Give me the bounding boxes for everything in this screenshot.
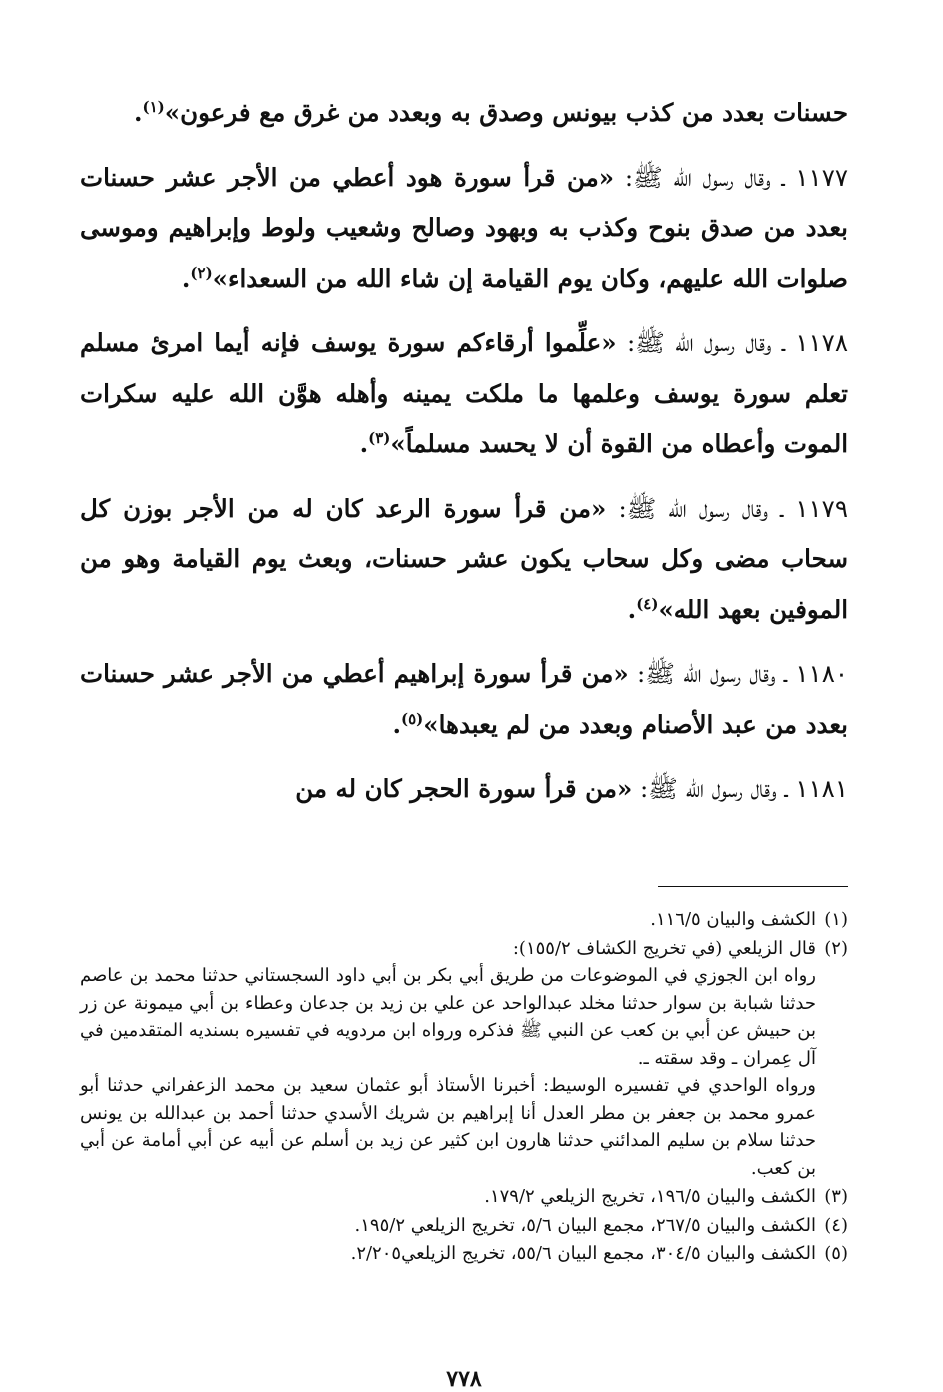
hadith-lead: ١١٧٧ ـ وقال رسول اللّه ﷺ:: [614, 162, 849, 192]
footnote-item: [80, 935, 848, 1183]
hadith-tail: .: [627, 594, 637, 624]
hadith-text: «من قرأ سورة هود أعطي من الأجر عشر حسنات بعدد من صدق بنوح وكذب به وبهود وصالح وشعيب ولوط وإبراهيم وموسى صلوات الله عليهم، وكان يوم القيامة إن شاء الله من السعداء»: [80, 162, 848, 293]
footnote-item: [80, 1183, 848, 1211]
footnote-marker: (٥): [400, 709, 424, 728]
hadith-text: «من قرأ سورة الحجر كان له من: [295, 774, 633, 803]
footnote-number: (٤): [824, 1214, 848, 1236]
footnote-item: [80, 906, 848, 934]
hadith-paragraph: [80, 153, 848, 305]
footnote-text: [80, 935, 816, 1183]
footnote-marker: (٤): [636, 594, 659, 613]
hadith-paragraph: [80, 484, 848, 636]
footnote-line: ورواه الواحدي في تفسيره الوسيط: أخبرنا الأستاذ أبو عثمان سعيد بن محمد الزعفراني حدثنا أبو عمرو محمد بن جعفر بن مطر العدل أنا إبراهيم بن شريك الأسدي حدثنا أحمد بن عبدالله بن يونس حدثنا سلام بن سليم المدائني حدثنا هارون ابن كثير عن زيد بن أسلم عن أبيه عن أبي أمامة عن أبي بن كعب.: [80, 1075, 816, 1179]
footnote-number: (٢): [824, 937, 848, 959]
footnote-item: [80, 1212, 848, 1240]
footnote-marker: (٢): [190, 263, 213, 282]
hadith-text: «من قرأ سورة إبراهيم أعطي من الأجر عشر حسنات بعدد من عبد الأصنام وبعدد من لم يعبدها»: [80, 659, 848, 739]
hadith-lead: ١١٧٩ ـ وقال رسول اللّه ﷺ:: [606, 493, 848, 523]
footnotes: [80, 906, 848, 1268]
footnote-line: الكشف والبيان ٣٠٤/٥، مجمع البيان ٥٥/٦، تخريج الزيلعي٢/٢٠٥.: [350, 1243, 816, 1264]
page-number: ٧٧٨: [446, 1366, 482, 1392]
footnote-number: (١): [824, 909, 848, 930]
book-page: [80, 88, 849, 1392]
hadith-tail: .: [359, 429, 369, 458]
footnote-line: الكشف والبيان ١٩٦/٥، تخريج الزيلعي ١٧٩/٢.: [484, 1186, 816, 1207]
hadith-lead: ١١٨١ ـ وقال رسول اللّه ﷺ:: [632, 774, 848, 803]
hadith-tail: .: [133, 98, 143, 127]
hadith-paragraph: [80, 764, 848, 815]
hadith-tail: .: [392, 709, 401, 739]
hadith-tail: .: [181, 263, 191, 293]
footnote-number: (٥): [824, 1243, 848, 1264]
footnote-text: [80, 1240, 816, 1268]
footnote-line: الكشف والبيان ١١٦/٥.: [650, 909, 816, 930]
footnote-text: [80, 1183, 816, 1211]
footnote-marker: (٣): [368, 428, 391, 447]
footnote-text: [80, 906, 816, 934]
hadith-text: حسنات بعدد من كذب بيونس وصدق به وبعدد من غرق مع فرعون»: [164, 98, 848, 127]
hadith-text: «من قرأ سورة الرعد كان له من الأجر بوزن كل سحاب مضى وكل سحاب يكون عشر حسنات، وبعث يوم القيامة وهو من الموفين بعهد الله»: [80, 493, 848, 624]
footnote-line: قال الزيلعي (في تخريج الكشاف ١٥٥/٢):: [512, 937, 816, 959]
hadith-paragraph: [80, 88, 848, 139]
footnote-text: [80, 1212, 816, 1240]
footnote-separator: [658, 886, 848, 887]
footnote-item: [80, 1240, 848, 1268]
hadith-text: «علِّموا أرقاءكم سورة يوسف فإنه أيما امرئ مسلم تعلم سورة يوسف وعلمها ما ملكت يمينه وأهله هوَّن الله عليه سكرات الموت وأعطاه من القوة أن لا يحسد مسلماً»: [80, 328, 848, 458]
footnote-number: (٣): [824, 1186, 848, 1207]
hadith-paragraph: [80, 649, 848, 750]
hadith-lead: ١١٧٨ ـ وقال رسول اللّه ﷺ:: [616, 328, 848, 357]
footnote-line: الكشف والبيان ٢٦٧/٥، مجمع البيان ٥/٦، تخريج الزيلعي ١٩٥/٢.: [354, 1214, 816, 1236]
hadith-lead: ١١٨٠ ـ وقال رسول اللّه ﷺ:: [628, 659, 849, 688]
main-text: [80, 88, 848, 815]
footnote-marker: (١): [142, 97, 165, 116]
hadith-paragraph: [80, 318, 848, 470]
footnote-line: رواه ابن الجوزي في الموضوعات من طريق أبي بكر بن أبي داود السجستاني حدثنا محمد بن عاصم حدثنا شبابة بن سوار حدثنا مخلد عبدالواحد عن علي بن زيد بن جدعان وعطاء بن أبي ميمونة عن زر بن حبيش عن أبي بن كعب عن النبي ﷺ فذكره ورواه ابن مردويه في تفسيره بسنديه المتقدمين في آل عِمران ـ وقد سقته ـ.: [80, 965, 816, 1069]
